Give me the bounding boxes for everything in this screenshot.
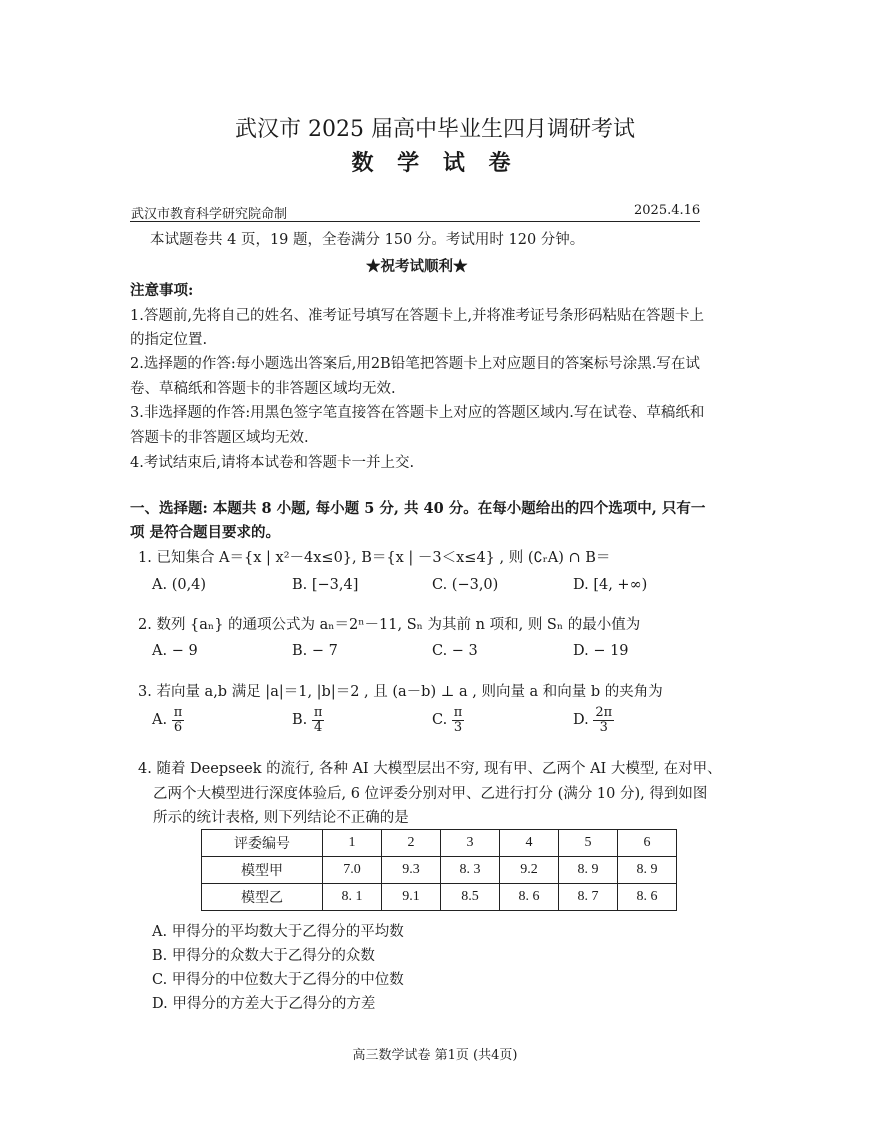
fraction	[312, 706, 325, 734]
table-cell: 9.1	[382, 884, 441, 911]
table-header-row	[202, 830, 677, 857]
table-cell: 8. 6	[500, 884, 559, 911]
page-footer: 高三数学试卷 第1页 (共4页)	[352, 1048, 518, 1063]
header-rule	[130, 221, 700, 222]
fraction	[172, 706, 185, 734]
q4-option-a: A. 甲得分的平均数大于乙得分的平均数	[152, 924, 404, 940]
q4-option-b: B. 甲得分的众数大于乙得分的众数	[152, 948, 375, 964]
good-luck-banner: ★祝考试顺利★	[366, 258, 468, 275]
q3-option-d	[573, 706, 614, 734]
table-cell: 7.0	[323, 857, 382, 884]
numerator: 2π	[595, 705, 613, 720]
q2-option-a: A. − 9	[152, 643, 198, 659]
question-4-stem-cont: 乙两个大模型进行深度体验后, 6 位评委分别对甲、乙进行打分 (满分 10 分), 得到如图	[153, 786, 708, 802]
table-row	[202, 884, 677, 911]
q2-option-b: B. − 7	[292, 643, 338, 659]
table-header-cell: 评委编号	[202, 830, 323, 857]
option-label: D.	[573, 712, 589, 729]
table-header-cell: 1	[323, 830, 382, 857]
table-cell: 模型乙	[202, 884, 323, 911]
section-heading-cont: 项 是符合题目要求的。	[130, 524, 281, 541]
q1-option-a: A. (0,4)	[152, 577, 207, 593]
notice-line: 卷、草稿纸和答题卡的非答题区域均无效.	[130, 381, 396, 397]
table-header-cell: 2	[382, 830, 441, 857]
table-row	[202, 857, 677, 884]
q3-option-b	[292, 706, 324, 734]
option-label: A.	[152, 712, 168, 729]
exam-date: 2025.4.16	[634, 203, 701, 218]
notice-line: 4.考试结束后,请将本试卷和答题卡一并上交.	[130, 455, 415, 471]
question-3-stem: 3. 若向量 a,b 满足 |a|＝1, |b|＝2 , 且 (a－b) ⊥ a , 则向量 a 和向量 b 的夹角为	[138, 684, 663, 700]
notice-line: 2.选择题的作答:每小题选出答案后,用2B铅笔把答题卡上对应题目的答案标号涂黑.写在试	[130, 356, 700, 372]
exam-subtitle: 数 学 试 卷	[351, 150, 519, 176]
score-table	[201, 829, 677, 911]
question-2-stem: 2. 数列 {aₙ} 的通项公式为 aₙ＝2ⁿ－11, Sₙ 为其前 n 项和, 则 Sₙ 的最小值为	[138, 617, 641, 633]
option-label: C.	[432, 712, 448, 729]
numerator: π	[173, 705, 183, 720]
denominator: 6	[173, 719, 183, 735]
section-heading: 一、选择题: 本题共 8 小题, 每小题 5 分, 共 40 分。在每小题给出的四个选项中, 只有一	[130, 500, 706, 517]
denominator: 4	[314, 719, 323, 735]
denominator: 3	[599, 719, 608, 735]
numerator: π	[313, 705, 323, 720]
notice-line: 答题卡的非答题区域均无效.	[130, 430, 309, 446]
fraction	[593, 706, 614, 734]
notice-heading: 注意事项:	[130, 282, 194, 299]
exam-info: 本试题卷共 4 页，19 题，全卷满分 150 分。考试用时 120 分钟。	[150, 232, 585, 248]
q3-option-a	[152, 706, 184, 734]
question-4-stem-cont: 所示的统计表格, 则下列结论不正确的是	[153, 810, 409, 826]
table-cell: 8. 9	[618, 857, 677, 884]
question-1-stem: 1. 已知集合 A＝{x | x²－4x≤0}, B＝{x | －3＜x≤4} , 则 (∁ᵣA) ∩ B＝	[138, 550, 611, 566]
fraction	[452, 706, 465, 734]
exam-title: 武汉市 2025 届高中毕业生四月调研考试	[235, 117, 635, 142]
table-header-cell: 6	[618, 830, 677, 857]
q2-option-c: C. − 3	[432, 643, 478, 659]
table-cell: 8. 6	[618, 884, 677, 911]
notice-line: 3.非选择题的作答:用黑色签字笔直接答在答题卡上对应的答题区域内.写在试卷、草稿纸和	[130, 405, 705, 421]
table-cell: 9.3	[382, 857, 441, 884]
q1-option-c: C. (−3,0)	[432, 577, 499, 593]
q1-option-b: B. [−3,4]	[292, 577, 359, 593]
table-cell: 8. 7	[559, 884, 618, 911]
q3-option-c	[432, 706, 464, 734]
q1-option-d: D. [4, +∞)	[573, 577, 648, 593]
table-header-cell: 3	[441, 830, 500, 857]
numerator: π	[453, 705, 463, 720]
q4-option-d: D. 甲得分的方差大于乙得分的方差	[152, 996, 376, 1012]
issuer: 武汉市教育科学研究院命制	[131, 207, 288, 222]
table-cell: 8. 1	[323, 884, 382, 911]
table-cell: 9.2	[500, 857, 559, 884]
question-4-stem: 4. 随着 Deepseek 的流行, 各种 AI 大模型层出不穷, 现有甲、乙两个 AI 大模型, 在对甲、	[138, 761, 722, 777]
table-header-cell: 5	[559, 830, 618, 857]
denominator: 3	[453, 719, 463, 735]
table-cell: 8.5	[441, 884, 500, 911]
notice-line: 的指定位置.	[130, 332, 208, 348]
table-cell: 8. 3	[441, 857, 500, 884]
q4-option-c: C. 甲得分的中位数大于乙得分的中位数	[152, 972, 404, 988]
option-label: B.	[292, 712, 308, 729]
notice-line: 1.答题前,先将自己的姓名、准考证号填写在答题卡上,并将准考证号条形码粘贴在答题卡上	[130, 308, 705, 324]
q2-option-d: D. − 19	[573, 643, 629, 659]
table-header-cell: 4	[500, 830, 559, 857]
table-cell: 8. 9	[559, 857, 618, 884]
table-cell: 模型甲	[202, 857, 323, 884]
